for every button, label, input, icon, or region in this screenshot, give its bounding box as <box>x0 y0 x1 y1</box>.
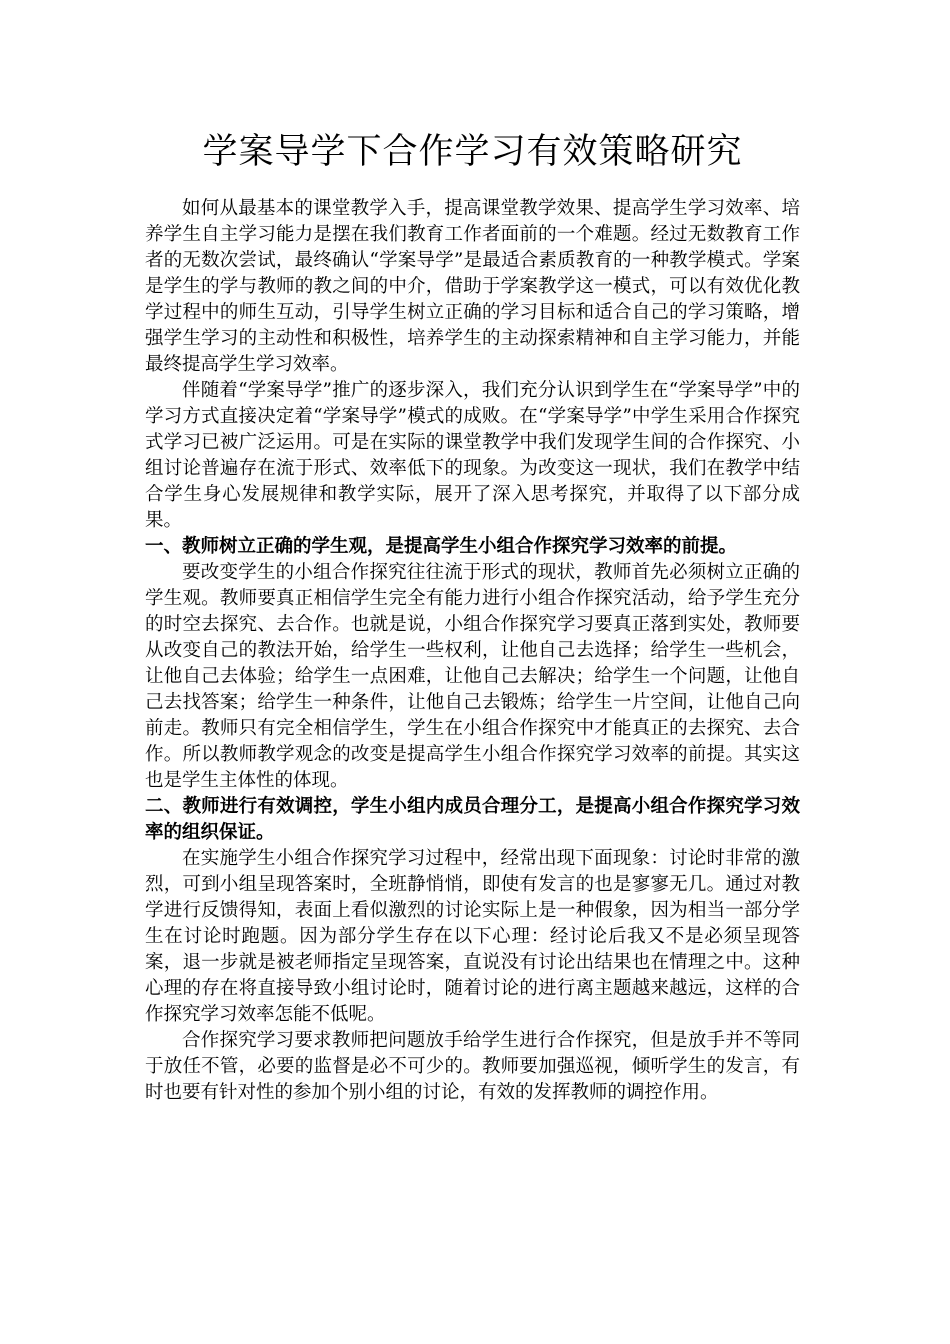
document-title: 学案导学下合作学习有效策略研究 <box>202 132 743 172</box>
section-2-heading: 二、教师进行有效调控，学生小组内成员合理分工，是提高小组合作探究学习效率的组织保证。 <box>145 796 800 843</box>
section-2-paragraph-1: 在实施学生小组合作探究学习过程中，经常出现下面现象：讨论时非常的激烈，可到小组呈现答案时，全班静悄悄，即使有发言的也是寥寥无几。通过对教学进行反馈得知，表面上看似激烈的讨论实际上是一种假象，因为相当一部分学生在讨论时跑题。因为部分学生存在以下心理：经讨论后我又不是必须呈现答案，退一步就是被老师指定呈现答案，直说没有讨论出结果也在情理之中。这种心理的存在将直接导致小组讨论时，随着讨论的进行离主题越来越远，这样的合作探究学习效率怎能不低呢。 <box>145 848 800 1025</box>
intro-paragraph-1: 如何从最基本的课堂教学入手，提高课堂教学效果、提高学生学习效率、培养学生自主学习能力是摆在我们教育工作者面前的一个难题。经过无数教育工作者的无数次尝试，最终确认“学案导学”是最适合素质教育的一种教学模式。学案是学生的学与教师的教之间的中介，借助于学案教学这一模式，可以有效优化教学过程中的师生互动，引导学生树立正确的学习目标和适合自己的学习策略，增强学生学习的主动性和积极性，培养学生的主动探索精神和自主学习能力，并能最终提高学生学习效率。 <box>145 198 800 375</box>
section-2-paragraph-2: 合作探究学习要求教师把问题放手给学生进行合作探究，但是放手并不等同于放任不管，必要的监督是必不可少的。教师要加强巡视，倾听学生的发言，有时也要有针对性的参加个别小组的讨论，有效的发挥教师的调控作用。 <box>145 1030 800 1103</box>
section-1-heading: 一、教师树立正确的学生观，是提高学生小组合作探究学习效率的前提。 <box>145 536 738 557</box>
intro-paragraph-2: 伴随着“学案导学”推广的逐步深入，我们充分认识到学生在“学案导学”中的学习方式直接决定着“学案导学”模式的成败。在“学案导学”中学生采用合作探究式学习已被广泛运用。可是在实际的课堂教学中我们发现学生间的合作探究、小组讨论普遍存在流于形式、效率低下的现象。为改变这一现状，我们在教学中结合学生身心发展规律和教学实际，展开了深入思考探究，并取得了以下部分成果。 <box>145 380 800 531</box>
section-1-paragraph-1: 要改变学生的小组合作探究往往流于形式的现状，教师首先必须树立正确的学生观。教师要真正相信学生完全有能力进行小组合作探究活动，给予学生充分的时空去探究、去合作。也就是说，小组合作探究学习要真正落到实处，教师要从改变自己的教法开始，给学生一些权利，让他自己去选择；给学生一些机会，让他自己去体验；给学生一点困难，让他自己去解决；给学生一个问题，让他自己去找答案；给学生一种条件，让他自己去锻炼；给学生一片空间，让他自己向前走。教师只有完全相信学生，学生在小组合作探究中才能真正的去探究、去合作。所以教师教学观念的改变是提高学生小组合作探究学习效率的前提。其实这也是学生主体性的体现。 <box>145 562 800 791</box>
